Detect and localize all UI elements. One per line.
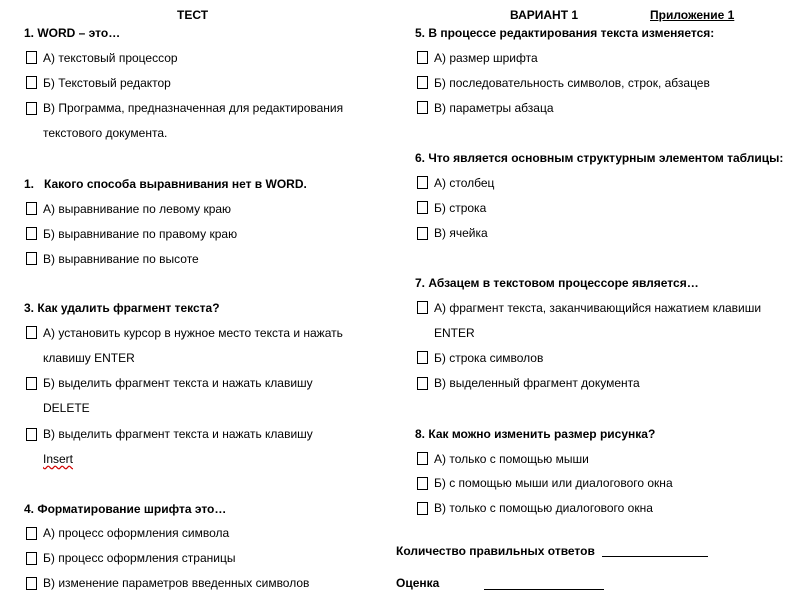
q3-option-c-checkbox[interactable] [26,428,37,441]
question-7-title: 7. Абзацем в текстовом процессоре является… [415,276,699,290]
q3-option-c-label-cont: Insert [43,452,74,466]
q4-option-b-label: Б) процесс оформления страницы [43,551,236,565]
q2-option-b-label: Б) выравнивание по правому краю [43,227,238,241]
q3-option-a-checkbox[interactable] [26,326,37,339]
q4-option-b-checkbox[interactable] [26,552,37,565]
q2-option-a-label: А) выравнивание по левому краю [43,202,232,216]
q6-option-c-label: В) ячейка [434,226,488,240]
grade-label: Оценка [396,576,440,590]
question-2-title: Какого способа выравнивания нет в WORD. [44,177,307,191]
q7-option-b-checkbox[interactable] [417,351,428,364]
q2-option-c-label: В) выравнивание по высоте [43,252,199,266]
question-3-title: 3. Как удалить фрагмент текста? [24,301,220,315]
q8-option-b-label: Б) с помощью мыши или диалогового окна [434,476,673,490]
q5-option-b-label: Б) последовательность символов, строк, абзацев [434,76,710,90]
q7-option-b-label: Б) строка символов [434,351,544,365]
q2-option-a-checkbox[interactable] [26,202,37,215]
q5-option-b-checkbox[interactable] [417,76,428,89]
variant-label: ВАРИАНТ 1 [510,8,579,22]
q1-option-b-label: Б) Текстовый редактор [43,76,171,90]
q1-option-a-checkbox[interactable] [26,51,37,64]
q1-option-a-label: А) текстовый процессор [43,51,178,65]
q3-option-a-label: А) установить курсор в нужное место текста и нажать [43,326,343,340]
correct-count-label: Количество правильных ответов [396,544,595,558]
appendix-label: Приложение 1 [650,8,735,22]
q8-option-a-label: А) только с помощью мыши [434,452,589,466]
q6-option-a-checkbox[interactable] [417,176,428,189]
question-1-title: 1. WORD – это… [24,26,121,40]
q4-option-c-checkbox[interactable] [26,577,37,590]
q7-option-a-label-cont: ENTER [434,326,475,340]
q7-option-a-checkbox[interactable] [417,301,428,314]
q8-option-c-label: В) только с помощью диалогового окна [434,501,653,515]
q2-option-c-checkbox[interactable] [26,252,37,265]
q4-option-a-checkbox[interactable] [26,527,37,540]
q5-option-a-checkbox[interactable] [417,51,428,64]
question-8-title: 8. Как можно изменить размер рисунка? [415,427,656,441]
q6-option-c-checkbox[interactable] [417,227,428,240]
q1-option-c-label-cont: текстового документа. [43,126,168,140]
q6-option-a-label: А) столбец [434,176,495,190]
q7-option-c-checkbox[interactable] [417,377,428,390]
q3-option-c-label: В) выделить фрагмент текста и нажать клавишу [43,427,313,441]
q7-option-c-label: В) выделенный фрагмент документа [434,376,640,390]
q1-option-c-label: В) Программа, предназначенная для редактирования [43,101,344,115]
q1-option-b-checkbox[interactable] [26,76,37,89]
page-title: ТЕСТ [177,8,209,22]
q3-option-b-label-cont: DELETE [43,401,90,415]
q3-option-a-label-cont: клавишу ENTER [43,351,135,365]
question-2-number: 1. [24,177,35,191]
question-5-title: 5. В процессе редактирования текста изменяется: [415,26,715,40]
q4-option-a-label: А) процесс оформления символа [43,526,230,540]
q8-option-a-checkbox[interactable] [417,452,428,465]
correct-count-blank[interactable] [602,556,708,557]
q5-option-a-label: А) размер шрифта [434,51,538,65]
grade-blank[interactable] [484,589,604,590]
q3-option-b-checkbox[interactable] [26,377,37,390]
q8-option-b-checkbox[interactable] [417,477,428,490]
q2-option-b-checkbox[interactable] [26,227,37,240]
question-6-title: 6. Что является основным структурным элементом таблицы: [415,151,784,165]
q4-option-c-label: В) изменение параметров введенных символов [43,576,310,590]
q5-option-c-label: В) параметры абзаца [434,101,554,115]
q7-option-a-label: А) фрагмент текста, заканчивающийся нажатием клавиши [434,301,762,315]
q8-option-c-checkbox[interactable] [417,502,428,515]
question-4-title: 4. Форматирование шрифта это… [24,502,227,516]
q3-option-b-label: Б) выделить фрагмент текста и нажать клавишу [43,376,313,390]
q6-option-b-checkbox[interactable] [417,201,428,214]
q6-option-b-label: Б) строка [434,201,487,215]
q5-option-c-checkbox[interactable] [417,101,428,114]
q1-option-c-checkbox[interactable] [26,102,37,115]
